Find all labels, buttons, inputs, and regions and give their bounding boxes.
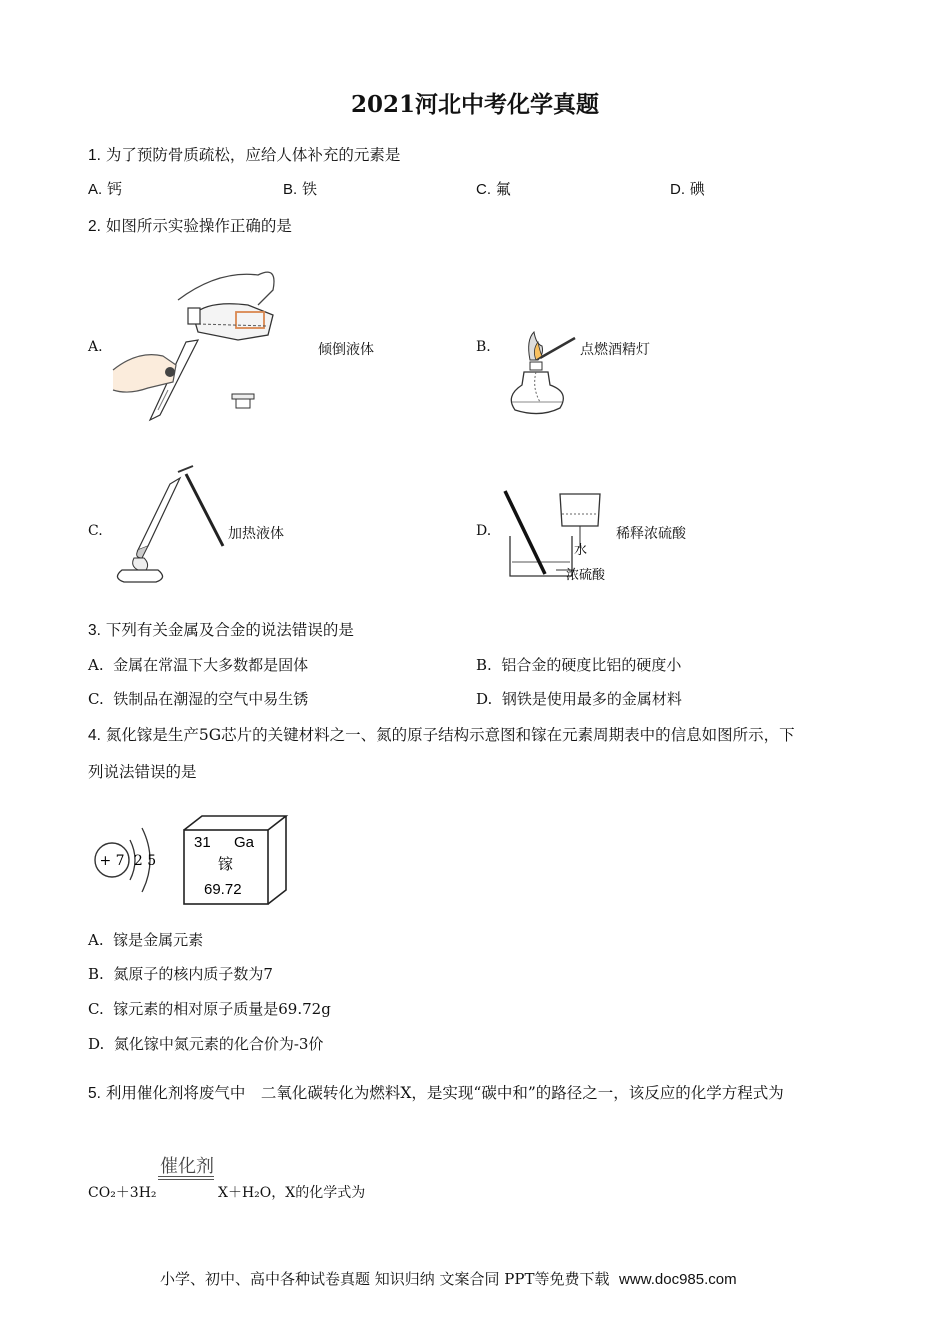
footer bbox=[160, 1268, 737, 1289]
q2-option-c-caption: 加热液体 bbox=[228, 526, 284, 542]
q3-option-a[interactable]: A. 金属在常温下大多数都是固体 bbox=[88, 656, 309, 674]
q4-option-c[interactable]: C. 镓元素的相对原子质量是69.72g bbox=[88, 1000, 331, 1018]
element-name: 镓 bbox=[218, 855, 234, 873]
diluting-acid-figure bbox=[500, 486, 615, 582]
atomic-mass: 69.72 bbox=[204, 881, 242, 898]
alcohol-lamp-figure bbox=[500, 330, 580, 422]
nitrogen-atom-diagram bbox=[90, 818, 170, 904]
question-number: 1. bbox=[88, 147, 101, 164]
q2-option-b-caption: 点燃酒精灯 bbox=[580, 342, 650, 358]
q3-option-b[interactable]: B. 铝合金的硬度比铝的硬度小 bbox=[476, 656, 682, 674]
q4-option-b[interactable]: B. 氮原子的核内质子数为7 bbox=[88, 965, 273, 983]
equation-line-upper bbox=[158, 1176, 214, 1177]
water-label: 水 bbox=[574, 543, 588, 558]
q2-option-c-letter[interactable]: C. bbox=[88, 523, 103, 539]
question-4-stem-line2: 列说法错误的是 bbox=[88, 763, 197, 781]
q1-option-c[interactable]: C. 氟 bbox=[476, 180, 511, 198]
question-2-stem: 2. 如图所示实验操作正确的是 bbox=[88, 217, 292, 235]
q2-option-a-caption: 倾倒液体 bbox=[318, 342, 374, 358]
equation-reactants: CO₂＋3H₂ bbox=[88, 1185, 157, 1201]
acid-label: 浓硫酸 bbox=[566, 568, 606, 583]
q4-option-a[interactable]: A. 镓是金属元素 bbox=[88, 931, 204, 949]
nucleus-charge: + 7 bbox=[99, 853, 125, 869]
q3-option-d[interactable]: D. 钢铁是使用最多的金属材料 bbox=[476, 690, 682, 708]
footer-link[interactable]: www.doc985.com bbox=[619, 1271, 737, 1288]
q1-option-a[interactable]: A. 钙 bbox=[88, 180, 122, 198]
footer-text: 小学、初中、高中各种试卷真题 知识归纳 文案合同 PPT等免费下载 bbox=[160, 1270, 610, 1288]
q2-option-b-letter[interactable]: B. bbox=[476, 339, 491, 355]
q1-option-b[interactable]: B. 铁 bbox=[283, 180, 317, 198]
page-title: 2021河北中考化学真题 bbox=[350, 91, 599, 118]
question-4-stem-line1: 4. 氮化镓是生产5G芯片的关键材料之一、氮的原子结构示意图和镓在元素周期表中的信息如图所示，下 bbox=[88, 726, 795, 744]
electron-shells: 2 5 bbox=[133, 853, 157, 869]
catalyst-label: 催化剂 bbox=[160, 1156, 214, 1177]
question-5-stem: 5. 利用催化剂将废气中 二氧化碳转化为燃料X，是实现“碳中和”的路径之一，该反应的化学方程式为 bbox=[88, 1084, 784, 1102]
q2-option-d-letter[interactable]: D. bbox=[476, 523, 492, 539]
pouring-liquid-figure bbox=[108, 260, 308, 425]
atomic-number: 31 bbox=[194, 834, 211, 851]
q4-option-d[interactable]: D. 氮化镓中氮元素的化合价为-3价 bbox=[88, 1035, 324, 1053]
q1-option-d[interactable]: D. 碘 bbox=[670, 180, 705, 198]
question-text: 为了预防骨质疏松，应给人体补充的元素是 bbox=[105, 146, 401, 164]
element-symbol: Ga bbox=[234, 834, 255, 851]
gallium-element-cell bbox=[182, 814, 292, 906]
question-3-stem: 3. 下列有关金属及合金的说法错误的是 bbox=[88, 621, 354, 639]
q2-option-d-caption: 稀释浓硫酸 bbox=[616, 526, 686, 542]
q2-option-a-letter[interactable]: A. bbox=[88, 339, 103, 355]
equation-line-lower bbox=[158, 1179, 214, 1180]
heating-liquid-figure bbox=[108, 466, 228, 584]
question-1-stem bbox=[88, 143, 400, 165]
q3-option-c[interactable]: C. 铁制品在潮湿的空气中易生锈 bbox=[88, 690, 309, 708]
equation-products: X＋H₂O，X的化学式为 bbox=[218, 1185, 366, 1201]
